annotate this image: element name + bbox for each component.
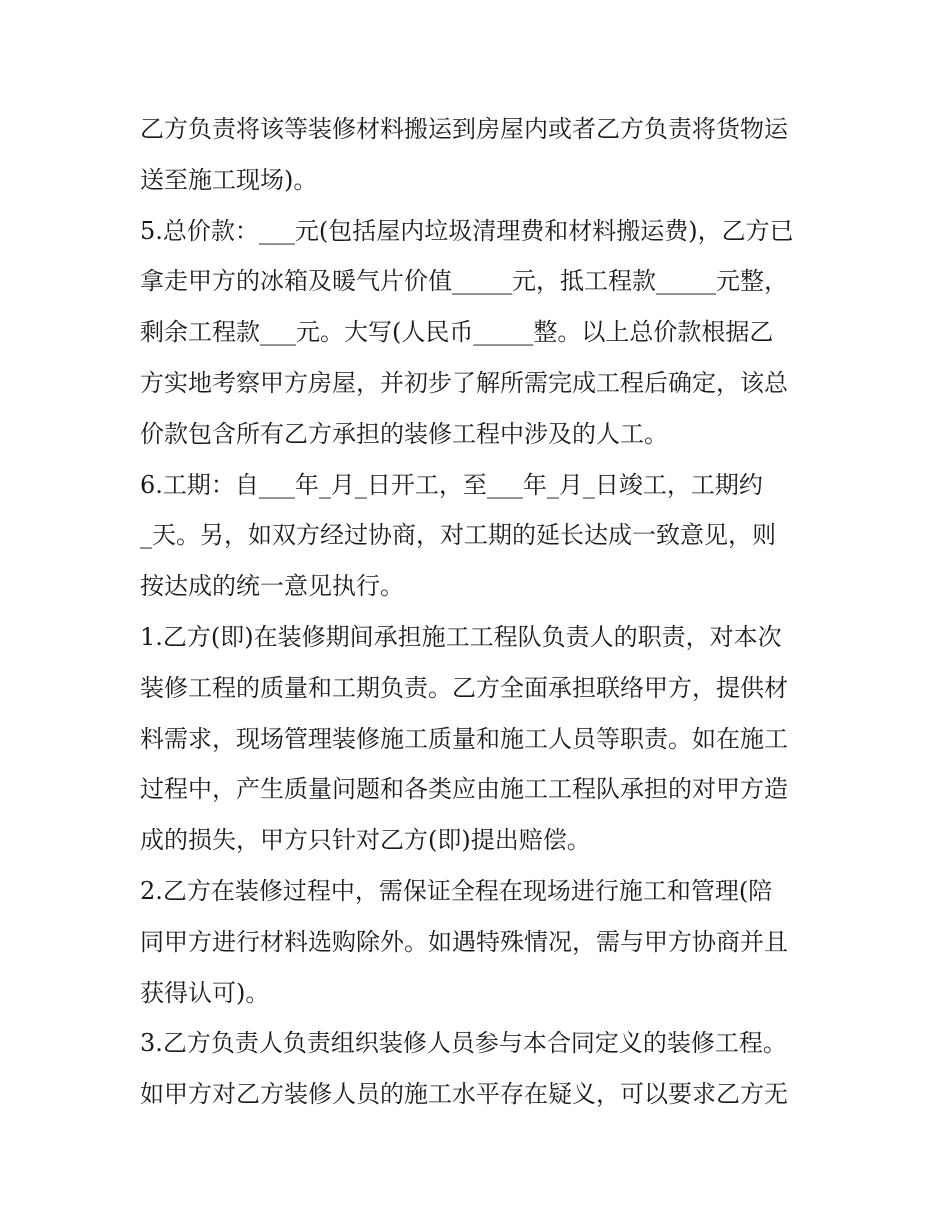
text-line: 价款包含所有乙方承担的装修工程中涉及的人工。 xyxy=(140,419,668,448)
text-line: 过程中，产生质量问题和各类应由施工工程队承担的对甲方造 xyxy=(140,775,788,804)
text-line: 1.乙方(即)在装修期间承担施工工程队负责人的职责，对本次 xyxy=(140,622,782,651)
text-line: 装修工程的质量和工期负责。乙方全面承担联络甲方，提供材 xyxy=(140,673,788,702)
text-line: _天。另，如双方经过协商，对工期的延长达成一致意见，则 xyxy=(140,521,776,550)
text-line: 剩余工程款___元。大写(人民币_____整。以上总价款根据乙 xyxy=(140,318,774,347)
text-line: 6.工期：自___年_月_日开工，至___年_月_日竣工，工期约 xyxy=(140,470,763,499)
text-line: 方实地考察甲方房屋，并初步了解所需完成工程后确定，该总 xyxy=(140,368,788,397)
text-line: 获得认可)。 xyxy=(140,978,270,1007)
text-line: 乙方负责将该等装修材料搬运到房屋内或者乙方负责将货物运 xyxy=(140,115,788,143)
text-line: 同甲方进行材料选购除外。如遇特殊情况，需与甲方协商并且 xyxy=(140,927,788,956)
text-line: 成的损失，甲方只针对乙方(即)提出赔偿。 xyxy=(140,826,591,855)
text-line: 如甲方对乙方装修人员的施工水平存在疑义，可以要求乙方无 xyxy=(140,1080,788,1109)
text-line: 2.乙方在装修过程中，需保证全程在现场进行施工和管理(陪 xyxy=(140,876,773,905)
text-line: 拿走甲方的冰箱及暖气片价值_____元，抵工程款_____元整， xyxy=(140,267,788,296)
text-line: 按达成的统一意见执行。 xyxy=(140,572,404,601)
text-line: 3.乙方负责人负责组织装修人员参与本合同定义的装修工程。 xyxy=(140,1029,787,1058)
document-body xyxy=(140,104,820,1120)
text-line: 料需求，现场管理装修施工质量和施工人员等职责。如在施工 xyxy=(140,724,788,753)
text-line: 送至施工现场)。 xyxy=(140,165,318,194)
text-line: 5.总价款：___元(包括屋内垃圾清理费和材料搬运费)，乙方已 xyxy=(140,216,794,245)
